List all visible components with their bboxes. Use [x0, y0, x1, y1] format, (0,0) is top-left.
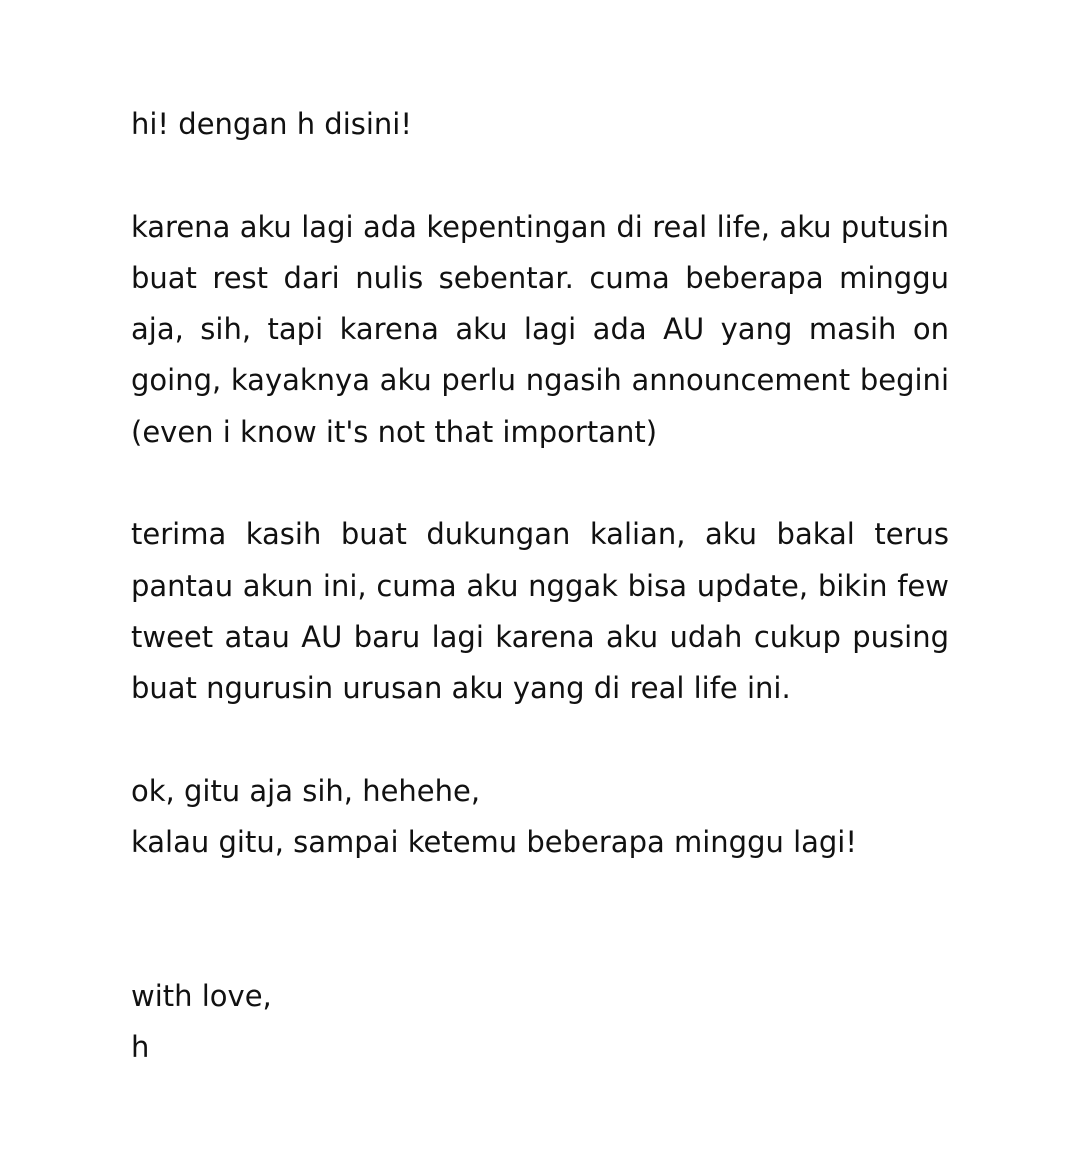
signoff-spacer: [131, 868, 949, 971]
closing-line-farewell: kalau gitu, sampai ketemu beberapa minggu lagi!: [131, 825, 857, 860]
signature: h: [131, 1030, 150, 1065]
paragraph-thanks: terima kasih buat dukungan kalian, aku bakal terus pantau akun ini, cuma aku nggak bisa update, bikin few tweet atau AU baru lagi karena aku udah cukup pusing buat ngurusin urusan aku yang di real life ini.: [131, 517, 949, 706]
signoff: with love,: [131, 979, 272, 1014]
closing-line: ok, gitu aja sih, hehehe,: [131, 773, 481, 808]
paragraph-spacer: [131, 458, 949, 509]
paragraph-rest-notice: karena aku lagi ada kepentingan di real life, aku putusin buat rest dari nulis sebentar. cuma beberapa minggu aja, sih, tapi karena aku lagi ada AU yang masih on going, kayaknya aku perlu ngasih announcement begini (even i know it's not that important): [131, 209, 949, 449]
greeting: hi! dengan h disini!: [131, 107, 412, 141]
letter-body: [131, 99, 949, 1074]
paragraph-spacer: [131, 150, 949, 201]
paragraph-spacer: [131, 715, 949, 766]
